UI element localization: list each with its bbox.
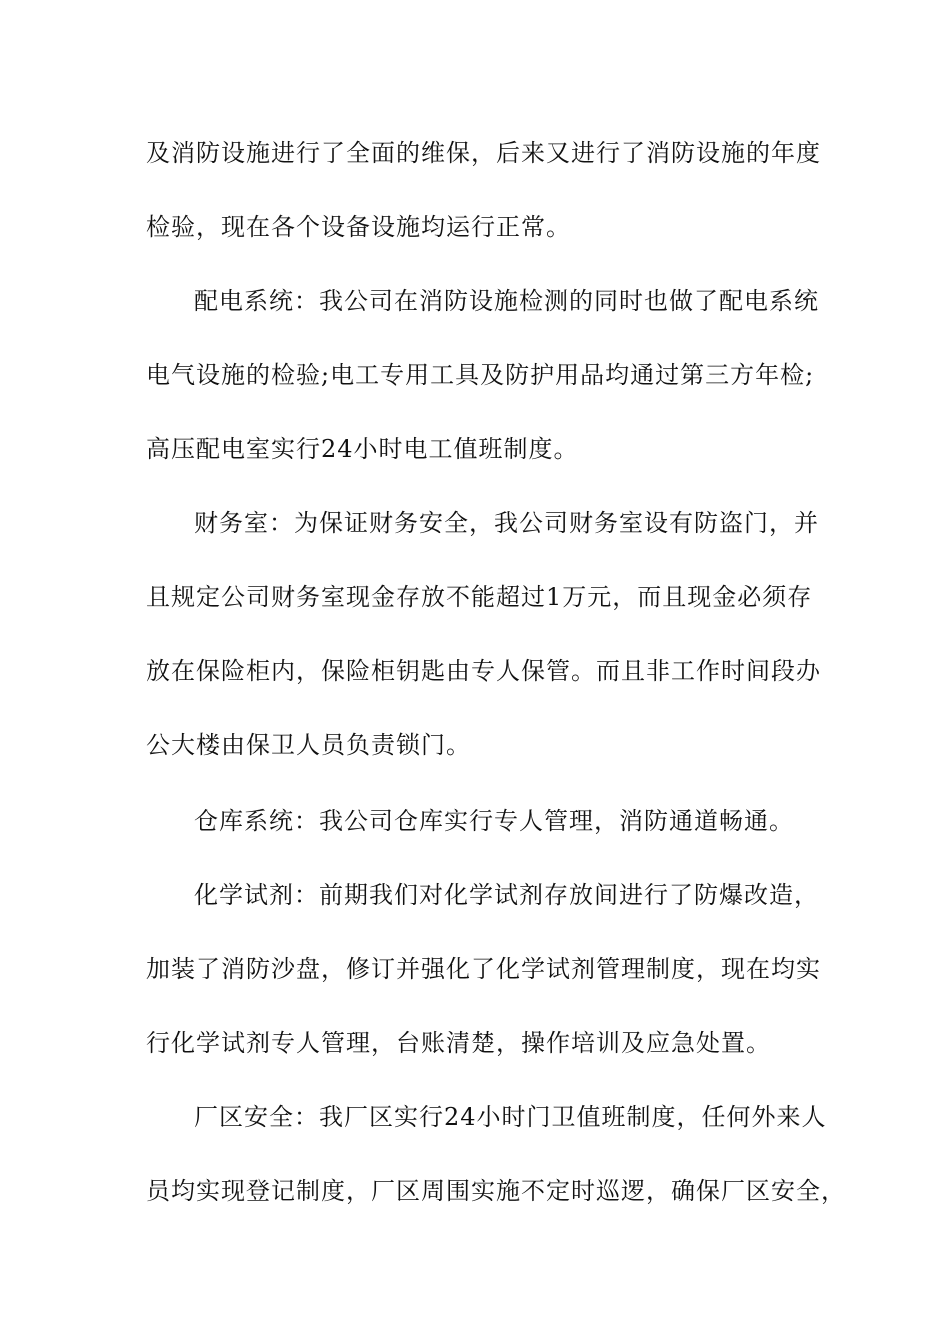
text-line: 员均实现登记制度，厂区周围实施不定时巡逻，确保厂区安全， [146,1177,846,1205]
text-line: 且规定公司财务室现金存放不能超过1万元，而且现金必须存 [146,583,813,611]
paragraph-start-line: 仓库系统：我公司仓库实行专人管理，消防通道畅通。 [194,807,794,835]
text-line: 行化学试剂专人管理，台账清楚，操作培训及应急处置。 [146,1029,771,1057]
text-line: 高压配电室实行24小时电工值班制度。 [146,435,579,463]
paragraph-start-line: 财务室：为保证财务安全，我公司财务室设有防盗门，并 [194,509,819,537]
paragraph-start-line: 化学试剂：前期我们对化学试剂存放间进行了防爆改造， [194,881,819,909]
paragraph-start-line: 厂区安全：我厂区实行24小时门卫值班制度，任何外来人 [194,1103,827,1131]
text-line: 加装了消防沙盘，修订并强化了化学试剂管理制度，现在均实 [146,955,821,983]
text-line: 放在保险柜内，保险柜钥匙由专人保管。而且非工作时间段办 [146,657,821,685]
text-line: 检验，现在各个设备设施均运行正常。 [146,213,571,241]
text-line: 及消防设施进行了全面的维保，后来又进行了消防设施的年度 [146,139,821,167]
text-line: 电气设施的检验;电工专用工具及防护用品均通过第三方年检; [146,361,815,389]
text-line: 公大楼由保卫人员负责锁门。 [146,731,471,759]
paragraph-start-line: 配电系统：我公司在消防设施检测的同时也做了配电系统 [194,287,819,315]
